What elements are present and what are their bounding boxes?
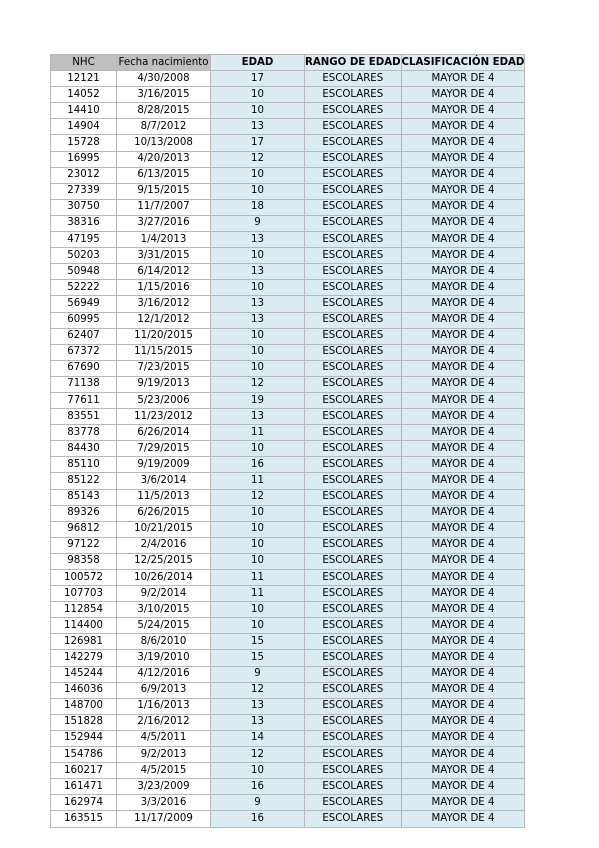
- cell-age-range[interactable]: ESCOLARES: [305, 714, 402, 730]
- cell-nhc[interactable]: 161471: [51, 779, 117, 795]
- cell-age-classification[interactable]: MAYOR DE 4: [401, 602, 525, 618]
- cell-birth-date[interactable]: 11/15/2015: [117, 344, 211, 360]
- cell-age[interactable]: 13: [211, 119, 305, 135]
- table-row: [51, 634, 525, 650]
- cell-age-range[interactable]: ESCOLARES: [305, 71, 402, 87]
- cell-age-range[interactable]: ESCOLARES: [305, 553, 402, 569]
- table-row: [51, 650, 525, 666]
- table-row: [51, 409, 525, 425]
- cell-age-range[interactable]: ESCOLARES: [305, 312, 402, 328]
- table-row: [51, 714, 525, 730]
- cell-birth-date[interactable]: 5/23/2006: [117, 392, 211, 408]
- cell-nhc[interactable]: 67372: [51, 344, 117, 360]
- cell-nhc[interactable]: 97122: [51, 537, 117, 553]
- cell-nhc[interactable]: 52222: [51, 280, 117, 296]
- cell-age-range[interactable]: ESCOLARES: [305, 344, 402, 360]
- cell-age[interactable]: 12: [211, 151, 305, 167]
- table-row: [51, 280, 525, 296]
- cell-age[interactable]: 13: [211, 698, 305, 714]
- cell-age-range[interactable]: ESCOLARES: [305, 618, 402, 634]
- cell-age-range[interactable]: ESCOLARES: [305, 215, 402, 231]
- cell-age-classification[interactable]: MAYOR DE 4: [401, 763, 525, 779]
- cell-age-range[interactable]: ESCOLARES: [305, 360, 402, 376]
- cell-age[interactable]: 13: [211, 296, 305, 312]
- cell-age-classification[interactable]: MAYOR DE 4: [401, 698, 525, 714]
- cell-age-classification[interactable]: MAYOR DE 4: [401, 553, 525, 569]
- cell-age-range[interactable]: ESCOLARES: [305, 537, 402, 553]
- table-row: [51, 698, 525, 714]
- cell-age-classification[interactable]: MAYOR DE 4: [401, 666, 525, 682]
- header-age[interactable]: EDAD: [211, 55, 305, 71]
- cell-age-classification[interactable]: MAYOR DE 4: [401, 232, 525, 248]
- cell-age-classification[interactable]: MAYOR DE 4: [401, 183, 525, 199]
- cell-age-range[interactable]: ESCOLARES: [305, 392, 402, 408]
- table-row: [51, 167, 525, 183]
- cell-nhc[interactable]: 38316: [51, 215, 117, 231]
- table-row: [51, 312, 525, 328]
- cell-nhc[interactable]: 162974: [51, 795, 117, 811]
- cell-birth-date[interactable]: 3/27/2016: [117, 215, 211, 231]
- cell-nhc[interactable]: 14904: [51, 119, 117, 135]
- cell-age-classification[interactable]: MAYOR DE 4: [401, 795, 525, 811]
- table-row: [51, 199, 525, 215]
- cell-nhc[interactable]: 15728: [51, 135, 117, 151]
- cell-nhc[interactable]: 30750: [51, 199, 117, 215]
- cell-nhc[interactable]: 67690: [51, 360, 117, 376]
- cell-age-classification[interactable]: MAYOR DE 4: [401, 747, 525, 763]
- table-row: [51, 779, 525, 795]
- cell-age[interactable]: 10: [211, 248, 305, 264]
- cell-nhc[interactable]: 98358: [51, 553, 117, 569]
- cell-age[interactable]: 16: [211, 811, 305, 827]
- cell-age-classification[interactable]: MAYOR DE 4: [401, 521, 525, 537]
- cell-age-classification[interactable]: MAYOR DE 4: [401, 425, 525, 441]
- cell-age-range[interactable]: ESCOLARES: [305, 489, 402, 505]
- patient-table: [50, 54, 525, 828]
- table-row: [51, 747, 525, 763]
- cell-age-classification[interactable]: MAYOR DE 4: [401, 457, 525, 473]
- cell-birth-date[interactable]: 11/5/2013: [117, 489, 211, 505]
- cell-birth-date[interactable]: 3/23/2009: [117, 779, 211, 795]
- cell-birth-date[interactable]: 2/4/2016: [117, 537, 211, 553]
- cell-birth-date[interactable]: 8/28/2015: [117, 103, 211, 119]
- table-row: [51, 441, 525, 457]
- cell-birth-date[interactable]: 12/25/2015: [117, 553, 211, 569]
- cell-nhc[interactable]: 23012: [51, 167, 117, 183]
- cell-nhc[interactable]: 71138: [51, 376, 117, 392]
- header-age-range[interactable]: RANGO DE EDAD: [305, 55, 402, 71]
- cell-birth-date[interactable]: 11/7/2007: [117, 199, 211, 215]
- cell-nhc[interactable]: 145244: [51, 666, 117, 682]
- cell-nhc[interactable]: 50203: [51, 248, 117, 264]
- cell-age[interactable]: 18: [211, 199, 305, 215]
- cell-birth-date[interactable]: 10/21/2015: [117, 521, 211, 537]
- table-body: [51, 71, 525, 827]
- cell-age-range[interactable]: ESCOLARES: [305, 328, 402, 344]
- cell-age-classification[interactable]: MAYOR DE 4: [401, 248, 525, 264]
- table-row: [51, 376, 525, 392]
- table-row: [51, 811, 525, 827]
- table-row: [51, 392, 525, 408]
- table-row: [51, 553, 525, 569]
- cell-nhc[interactable]: 142279: [51, 650, 117, 666]
- table-row: [51, 296, 525, 312]
- cell-age[interactable]: 10: [211, 360, 305, 376]
- cell-birth-date[interactable]: 7/29/2015: [117, 441, 211, 457]
- cell-nhc[interactable]: 151828: [51, 714, 117, 730]
- cell-birth-date[interactable]: 6/13/2015: [117, 167, 211, 183]
- table-row: [51, 537, 525, 553]
- cell-age-range[interactable]: ESCOLARES: [305, 666, 402, 682]
- cell-age-range[interactable]: ESCOLARES: [305, 441, 402, 457]
- cell-birth-date[interactable]: 3/16/2012: [117, 296, 211, 312]
- cell-age-range[interactable]: ESCOLARES: [305, 521, 402, 537]
- cell-age-classification[interactable]: MAYOR DE 4: [401, 537, 525, 553]
- cell-age[interactable]: 10: [211, 183, 305, 199]
- cell-age[interactable]: 11: [211, 425, 305, 441]
- cell-age-range[interactable]: ESCOLARES: [305, 682, 402, 698]
- cell-birth-date[interactable]: 6/14/2012: [117, 264, 211, 280]
- cell-birth-date[interactable]: 7/23/2015: [117, 360, 211, 376]
- cell-nhc[interactable]: 85122: [51, 473, 117, 489]
- cell-age[interactable]: 13: [211, 409, 305, 425]
- cell-birth-date[interactable]: 3/31/2015: [117, 248, 211, 264]
- cell-age-classification[interactable]: MAYOR DE 4: [401, 103, 525, 119]
- cell-nhc[interactable]: 16995: [51, 151, 117, 167]
- cell-birth-date[interactable]: 9/19/2013: [117, 376, 211, 392]
- cell-birth-date[interactable]: 2/16/2012: [117, 714, 211, 730]
- table-row: [51, 215, 525, 231]
- cell-nhc[interactable]: 77611: [51, 392, 117, 408]
- cell-age-range[interactable]: ESCOLARES: [305, 795, 402, 811]
- table-row: [51, 248, 525, 264]
- table-row: [51, 151, 525, 167]
- cell-age-range[interactable]: ESCOLARES: [305, 409, 402, 425]
- cell-age-classification[interactable]: MAYOR DE 4: [401, 376, 525, 392]
- cell-nhc[interactable]: 96812: [51, 521, 117, 537]
- cell-birth-date[interactable]: 4/5/2011: [117, 730, 211, 746]
- cell-age-range[interactable]: ESCOLARES: [305, 763, 402, 779]
- cell-age-range[interactable]: ESCOLARES: [305, 151, 402, 167]
- cell-age-classification[interactable]: MAYOR DE 4: [401, 779, 525, 795]
- table-row: [51, 344, 525, 360]
- cell-nhc[interactable]: 62407: [51, 328, 117, 344]
- cell-age-classification[interactable]: MAYOR DE 4: [401, 312, 525, 328]
- cell-age[interactable]: 10: [211, 103, 305, 119]
- cell-age[interactable]: 15: [211, 650, 305, 666]
- cell-age-classification[interactable]: MAYOR DE 4: [401, 167, 525, 183]
- cell-age-classification[interactable]: MAYOR DE 4: [401, 328, 525, 344]
- cell-birth-date[interactable]: 4/20/2013: [117, 151, 211, 167]
- cell-birth-date[interactable]: 4/5/2015: [117, 763, 211, 779]
- cell-age-classification[interactable]: MAYOR DE 4: [401, 280, 525, 296]
- table-row: [51, 71, 525, 87]
- cell-age[interactable]: 10: [211, 280, 305, 296]
- cell-age[interactable]: 10: [211, 505, 305, 521]
- cell-birth-date[interactable]: 10/26/2014: [117, 570, 211, 586]
- cell-age[interactable]: 13: [211, 264, 305, 280]
- cell-age-classification[interactable]: MAYOR DE 4: [401, 570, 525, 586]
- header-age-classification[interactable]: CLASIFICACIÓN EDAD: [401, 55, 525, 71]
- cell-birth-date[interactable]: 8/6/2010: [117, 634, 211, 650]
- cell-age-range[interactable]: ESCOLARES: [305, 376, 402, 392]
- cell-age-range[interactable]: ESCOLARES: [305, 570, 402, 586]
- table-row: [51, 602, 525, 618]
- table-row: [51, 682, 525, 698]
- cell-age-classification[interactable]: MAYOR DE 4: [401, 296, 525, 312]
- cell-birth-date[interactable]: 1/4/2013: [117, 232, 211, 248]
- cell-age-classification[interactable]: MAYOR DE 4: [401, 135, 525, 151]
- cell-age[interactable]: 10: [211, 763, 305, 779]
- cell-age[interactable]: 13: [211, 312, 305, 328]
- cell-age-range[interactable]: ESCOLARES: [305, 650, 402, 666]
- cell-age[interactable]: 10: [211, 618, 305, 634]
- cell-nhc[interactable]: 112854: [51, 602, 117, 618]
- cell-age-classification[interactable]: MAYOR DE 4: [401, 215, 525, 231]
- cell-age[interactable]: 19: [211, 392, 305, 408]
- cell-birth-date[interactable]: 11/23/2012: [117, 409, 211, 425]
- cell-age-classification[interactable]: MAYOR DE 4: [401, 119, 525, 135]
- cell-age-range[interactable]: ESCOLARES: [305, 183, 402, 199]
- cell-age-classification[interactable]: MAYOR DE 4: [401, 811, 525, 827]
- cell-birth-date[interactable]: 5/24/2015: [117, 618, 211, 634]
- cell-age-classification[interactable]: MAYOR DE 4: [401, 634, 525, 650]
- cell-nhc[interactable]: 100572: [51, 570, 117, 586]
- table-row: [51, 425, 525, 441]
- cell-age-classification[interactable]: MAYOR DE 4: [401, 586, 525, 602]
- cell-birth-date[interactable]: 6/9/2013: [117, 682, 211, 698]
- cell-age-classification[interactable]: MAYOR DE 4: [401, 473, 525, 489]
- table-row: [51, 489, 525, 505]
- cell-age-classification[interactable]: MAYOR DE 4: [401, 489, 525, 505]
- cell-nhc[interactable]: 83551: [51, 409, 117, 425]
- cell-age[interactable]: 12: [211, 489, 305, 505]
- cell-age-classification[interactable]: MAYOR DE 4: [401, 360, 525, 376]
- cell-age-range[interactable]: ESCOLARES: [305, 634, 402, 650]
- cell-age-classification[interactable]: MAYOR DE 4: [401, 344, 525, 360]
- cell-age-classification[interactable]: MAYOR DE 4: [401, 618, 525, 634]
- cell-birth-date[interactable]: 9/2/2013: [117, 747, 211, 763]
- cell-age-range[interactable]: ESCOLARES: [305, 167, 402, 183]
- cell-age[interactable]: 9: [211, 666, 305, 682]
- table-row: [51, 763, 525, 779]
- cell-age-range[interactable]: ESCOLARES: [305, 296, 402, 312]
- table-row: [51, 232, 525, 248]
- cell-birth-date[interactable]: 4/30/2008: [117, 71, 211, 87]
- cell-age-range[interactable]: ESCOLARES: [305, 232, 402, 248]
- cell-age[interactable]: 14: [211, 730, 305, 746]
- cell-birth-date[interactable]: 3/16/2015: [117, 87, 211, 103]
- cell-age-range[interactable]: ESCOLARES: [305, 199, 402, 215]
- cell-nhc[interactable]: 163515: [51, 811, 117, 827]
- cell-age[interactable]: 10: [211, 167, 305, 183]
- cell-nhc[interactable]: 47195: [51, 232, 117, 248]
- table-row: [51, 360, 525, 376]
- cell-nhc[interactable]: 83778: [51, 425, 117, 441]
- cell-age-classification[interactable]: MAYOR DE 4: [401, 409, 525, 425]
- table-row: [51, 570, 525, 586]
- cell-birth-date[interactable]: 9/15/2015: [117, 183, 211, 199]
- cell-nhc[interactable]: 152944: [51, 730, 117, 746]
- cell-birth-date[interactable]: 1/15/2016: [117, 280, 211, 296]
- cell-birth-date[interactable]: 3/10/2015: [117, 602, 211, 618]
- cell-age-range[interactable]: ESCOLARES: [305, 505, 402, 521]
- cell-nhc[interactable]: 85110: [51, 457, 117, 473]
- table-row: [51, 119, 525, 135]
- cell-nhc[interactable]: 27339: [51, 183, 117, 199]
- cell-nhc[interactable]: 146036: [51, 682, 117, 698]
- cell-age-range[interactable]: ESCOLARES: [305, 119, 402, 135]
- table-row: [51, 618, 525, 634]
- cell-birth-date[interactable]: 6/26/2014: [117, 425, 211, 441]
- cell-nhc[interactable]: 56949: [51, 296, 117, 312]
- cell-age-classification[interactable]: MAYOR DE 4: [401, 682, 525, 698]
- header-nhc[interactable]: NHC: [51, 55, 117, 71]
- table-row: [51, 730, 525, 746]
- cell-birth-date[interactable]: 10/13/2008: [117, 135, 211, 151]
- cell-age-classification[interactable]: MAYOR DE 4: [401, 730, 525, 746]
- cell-age-range[interactable]: ESCOLARES: [305, 248, 402, 264]
- cell-birth-date[interactable]: 11/17/2009: [117, 811, 211, 827]
- cell-nhc[interactable]: 154786: [51, 747, 117, 763]
- cell-age-classification[interactable]: MAYOR DE 4: [401, 441, 525, 457]
- cell-nhc[interactable]: 107703: [51, 586, 117, 602]
- cell-age[interactable]: 10: [211, 328, 305, 344]
- cell-nhc[interactable]: 126981: [51, 634, 117, 650]
- cell-age-range[interactable]: ESCOLARES: [305, 811, 402, 827]
- cell-age[interactable]: 10: [211, 87, 305, 103]
- cell-birth-date[interactable]: 1/16/2013: [117, 698, 211, 714]
- cell-age-range[interactable]: ESCOLARES: [305, 135, 402, 151]
- cell-nhc[interactable]: 148700: [51, 698, 117, 714]
- table-row: [51, 505, 525, 521]
- cell-nhc[interactable]: 160217: [51, 763, 117, 779]
- cell-age-range[interactable]: ESCOLARES: [305, 698, 402, 714]
- table-row: [51, 457, 525, 473]
- cell-birth-date[interactable]: 9/19/2009: [117, 457, 211, 473]
- cell-age-classification[interactable]: MAYOR DE 4: [401, 87, 525, 103]
- cell-age[interactable]: 16: [211, 779, 305, 795]
- cell-nhc[interactable]: 84430: [51, 441, 117, 457]
- cell-age[interactable]: 13: [211, 714, 305, 730]
- cell-age-classification[interactable]: MAYOR DE 4: [401, 505, 525, 521]
- cell-birth-date[interactable]: 8/7/2012: [117, 119, 211, 135]
- cell-age[interactable]: 10: [211, 553, 305, 569]
- cell-nhc[interactable]: 85143: [51, 489, 117, 505]
- table-row: [51, 328, 525, 344]
- cell-age-classification[interactable]: MAYOR DE 4: [401, 650, 525, 666]
- cell-age[interactable]: 10: [211, 344, 305, 360]
- cell-age-range[interactable]: ESCOLARES: [305, 103, 402, 119]
- cell-age-range[interactable]: ESCOLARES: [305, 457, 402, 473]
- cell-age[interactable]: 12: [211, 376, 305, 392]
- cell-age[interactable]: 9: [211, 215, 305, 231]
- header-row: [51, 55, 525, 71]
- cell-age[interactable]: 13: [211, 232, 305, 248]
- cell-birth-date[interactable]: 6/26/2015: [117, 505, 211, 521]
- cell-birth-date[interactable]: 9/2/2014: [117, 586, 211, 602]
- cell-nhc[interactable]: 14052: [51, 87, 117, 103]
- table-row: [51, 103, 525, 119]
- cell-nhc[interactable]: 50948: [51, 264, 117, 280]
- cell-nhc[interactable]: 114400: [51, 618, 117, 634]
- cell-birth-date[interactable]: 12/1/2012: [117, 312, 211, 328]
- cell-age[interactable]: 11: [211, 473, 305, 489]
- cell-birth-date[interactable]: 3/3/2016: [117, 795, 211, 811]
- cell-age-range[interactable]: ESCOLARES: [305, 87, 402, 103]
- cell-age-classification[interactable]: MAYOR DE 4: [401, 199, 525, 215]
- table-row: [51, 135, 525, 151]
- table-row: [51, 264, 525, 280]
- cell-age[interactable]: 12: [211, 682, 305, 698]
- cell-age-range[interactable]: ESCOLARES: [305, 747, 402, 763]
- cell-age[interactable]: 10: [211, 441, 305, 457]
- spreadsheet: [50, 54, 525, 828]
- cell-age-range[interactable]: ESCOLARES: [305, 280, 402, 296]
- cell-age[interactable]: 17: [211, 135, 305, 151]
- table-row: [51, 795, 525, 811]
- table-row: [51, 183, 525, 199]
- cell-birth-date[interactable]: 4/12/2016: [117, 666, 211, 682]
- cell-age-classification[interactable]: MAYOR DE 4: [401, 71, 525, 87]
- cell-age-range[interactable]: ESCOLARES: [305, 779, 402, 795]
- cell-age-range[interactable]: ESCOLARES: [305, 473, 402, 489]
- cell-age-classification[interactable]: MAYOR DE 4: [401, 714, 525, 730]
- cell-age[interactable]: 16: [211, 457, 305, 473]
- header-birth-date[interactable]: Fecha nacimiento: [117, 55, 211, 71]
- cell-age-range[interactable]: ESCOLARES: [305, 425, 402, 441]
- cell-nhc[interactable]: 14410: [51, 103, 117, 119]
- cell-birth-date[interactable]: 3/19/2010: [117, 650, 211, 666]
- table-row: [51, 586, 525, 602]
- table-row: [51, 666, 525, 682]
- cell-age-range[interactable]: ESCOLARES: [305, 264, 402, 280]
- cell-nhc[interactable]: 12121: [51, 71, 117, 87]
- cell-age-classification[interactable]: MAYOR DE 4: [401, 264, 525, 280]
- cell-nhc[interactable]: 89326: [51, 505, 117, 521]
- cell-age-classification[interactable]: MAYOR DE 4: [401, 151, 525, 167]
- cell-age[interactable]: 17: [211, 71, 305, 87]
- cell-age[interactable]: 15: [211, 634, 305, 650]
- cell-age[interactable]: 9: [211, 795, 305, 811]
- table-row: [51, 473, 525, 489]
- cell-age-range[interactable]: ESCOLARES: [305, 586, 402, 602]
- cell-age-classification[interactable]: MAYOR DE 4: [401, 392, 525, 408]
- cell-age-range[interactable]: ESCOLARES: [305, 730, 402, 746]
- cell-age[interactable]: 10: [211, 537, 305, 553]
- cell-birth-date[interactable]: 3/6/2014: [117, 473, 211, 489]
- cell-age[interactable]: 11: [211, 570, 305, 586]
- cell-age[interactable]: 11: [211, 586, 305, 602]
- table-row: [51, 87, 525, 103]
- cell-age[interactable]: 10: [211, 521, 305, 537]
- cell-nhc[interactable]: 60995: [51, 312, 117, 328]
- cell-age[interactable]: 12: [211, 747, 305, 763]
- cell-age[interactable]: 10: [211, 602, 305, 618]
- cell-birth-date[interactable]: 11/20/2015: [117, 328, 211, 344]
- cell-age-range[interactable]: ESCOLARES: [305, 602, 402, 618]
- table-row: [51, 521, 525, 537]
